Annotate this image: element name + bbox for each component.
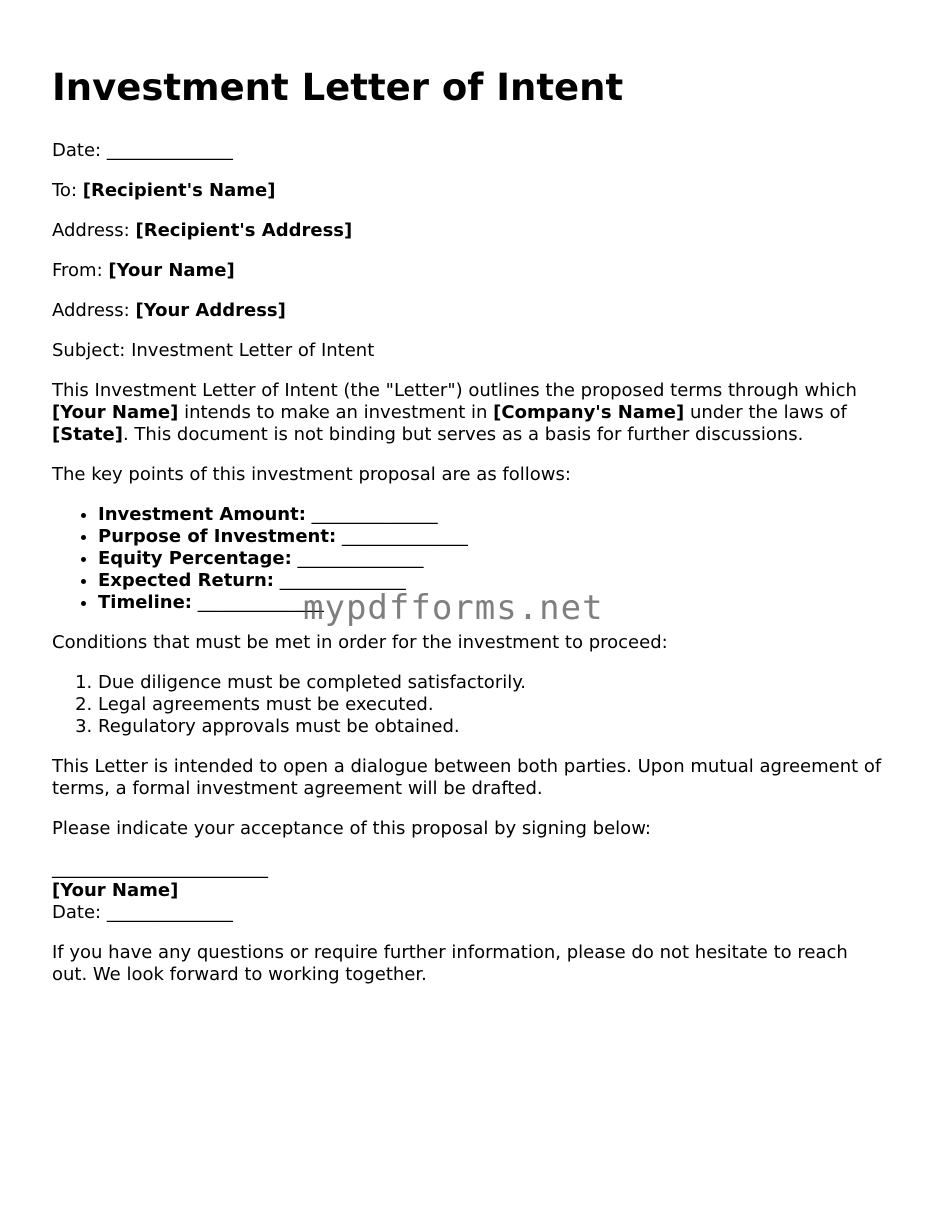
list-item: 3. Regulatory approvals must be obtained. bbox=[98, 716, 888, 738]
sender-address: [Your Address] bbox=[135, 300, 286, 321]
date-field bbox=[52, 140, 888, 162]
to-field bbox=[52, 180, 888, 202]
date-blank: ______________ bbox=[106, 140, 233, 161]
acceptance-paragraph: Please indicate your acceptance of this proposal by signing below: bbox=[52, 818, 651, 839]
conditions-intro: Conditions that must be met in order for the investment to proceed: bbox=[52, 632, 668, 653]
intro-text-3: under the laws of bbox=[689, 402, 847, 423]
sender-address-field bbox=[52, 300, 888, 322]
recipient-address-label: Address: bbox=[52, 220, 130, 241]
list-item bbox=[98, 526, 888, 548]
list-item: 2. Legal agreements must be executed. bbox=[98, 694, 888, 716]
key-point-label: Investment Amount: bbox=[98, 504, 306, 525]
intro-company-name: [Company's Name] bbox=[493, 402, 685, 423]
key-points-intro: The key points of this investment proposal are as follows: bbox=[52, 464, 571, 485]
recipient-address: [Recipient's Address] bbox=[135, 220, 353, 241]
key-point-blank: ______________ bbox=[341, 526, 468, 547]
key-point-label: Timeline: bbox=[98, 592, 192, 613]
subject-field bbox=[52, 340, 888, 362]
signature-date-label: Date: bbox=[52, 902, 102, 923]
signature-name: [Your Name] bbox=[52, 880, 179, 901]
signature-name-row bbox=[52, 880, 888, 902]
list-item: 1. Due diligence must be completed satisfactorily. bbox=[98, 672, 888, 694]
watermark: mypdfforms.net bbox=[303, 588, 604, 628]
subject-label: Subject: bbox=[52, 340, 126, 361]
signature-date-blank: ______________ bbox=[106, 902, 233, 923]
intro-text-4: . This document is not binding but serves as a basis for further discussions. bbox=[122, 424, 804, 445]
list-item bbox=[98, 548, 888, 570]
key-point-blank: ______________ bbox=[197, 592, 324, 613]
key-point-label: Expected Return: bbox=[98, 570, 275, 591]
dialogue-paragraph: This Letter is intended to open a dialogue between both parties. Upon mutual agreement of terms, a formal investment agreement will be drafted. bbox=[52, 756, 882, 799]
intro-state: [State] bbox=[52, 424, 123, 445]
intro-your-name: [Your Name] bbox=[52, 402, 179, 423]
closing-paragraph: If you have any questions or require further information, please do not hesitate to reach out. We look forward to working together. bbox=[52, 942, 848, 985]
signature-block bbox=[52, 858, 888, 924]
conditions-list bbox=[52, 672, 888, 738]
key-point-label: Purpose of Investment: bbox=[98, 526, 337, 547]
intro-text-1: This Investment Letter of Intent (the "Letter") outlines the proposed terms through which bbox=[52, 380, 857, 401]
intro-text-2: intends to make an investment in bbox=[184, 402, 488, 423]
signature-date-row bbox=[52, 902, 888, 924]
key-point-blank: ______________ bbox=[297, 548, 424, 569]
subject-value: Investment Letter of Intent bbox=[131, 340, 375, 361]
intro-paragraph bbox=[52, 380, 888, 446]
document-title: Investment Letter of Intent bbox=[52, 66, 624, 109]
recipient-name: [Recipient's Name] bbox=[82, 180, 276, 201]
key-point-label: Equity Percentage: bbox=[98, 548, 292, 569]
document-page bbox=[52, 64, 888, 1004]
list-item bbox=[98, 504, 888, 526]
key-point-blank: ______________ bbox=[311, 504, 438, 525]
date-label: Date: bbox=[52, 140, 102, 161]
to-label: To: bbox=[52, 180, 78, 201]
from-field bbox=[52, 260, 888, 282]
signature-line: ________________________ bbox=[52, 858, 268, 879]
sender-address-label: Address: bbox=[52, 300, 130, 321]
from-label: From: bbox=[52, 260, 103, 281]
recipient-address-field bbox=[52, 220, 888, 242]
sender-name: [Your Name] bbox=[108, 260, 235, 281]
key-point-blank: ______________ bbox=[279, 570, 406, 591]
